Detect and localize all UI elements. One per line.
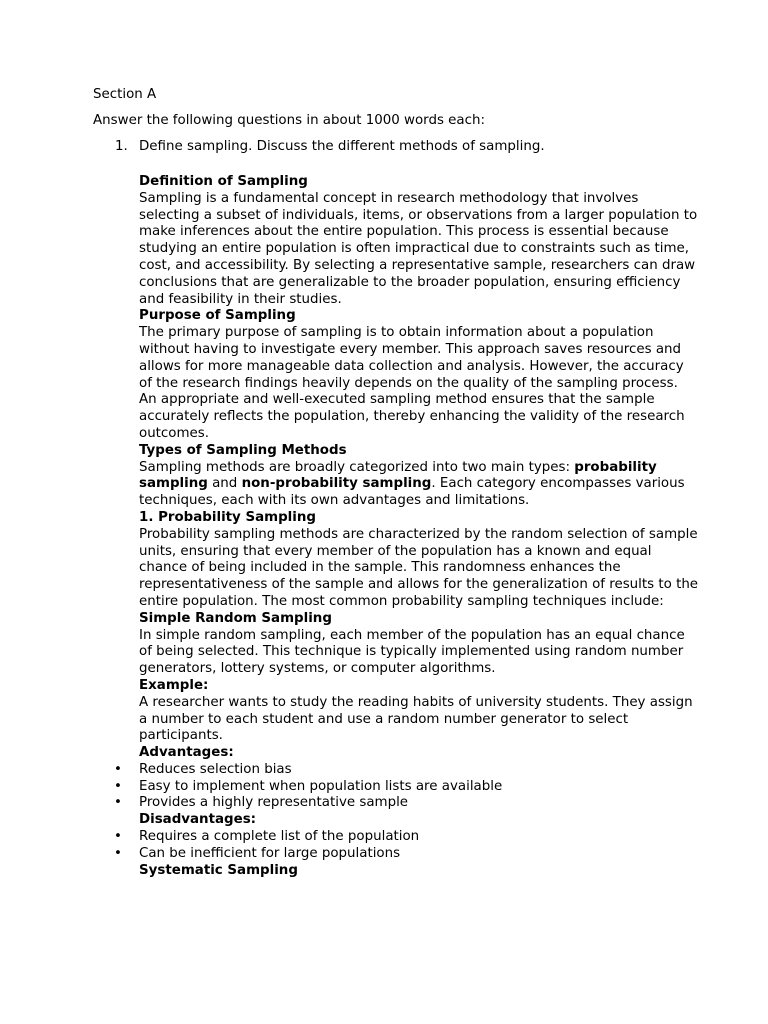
example-paragraph: A researcher wants to study the reading habits of university students. They assign a number to each student and use a random number generator to select participants. [139,694,693,744]
types-text-mid: and [207,476,242,492]
bullet-icon: • [114,845,122,861]
answer-body [114,174,699,879]
advantages-heading: Advantages: [139,745,234,761]
disadvantages-list [114,829,699,863]
definition-paragraph: Sampling is a fundamental concept in research methodology that involves selecting a subset of individuals, items, or observations from a larger population to make inferences about the entire population. This process is essential because studying an entire population is often impractical due to constraints such as time, cost, and accessibility. By selecting a representative sample, researchers can draw conclusions that are generalizable to the broader population, ensuring efficiency and feasibility in their studies. [139,190,698,307]
question-text: Define sampling. Discuss the different methods of sampling. [139,139,545,154]
types-bold-nonprobability: non-probability sampling [241,476,432,492]
list-item [114,829,699,846]
purpose-heading: Purpose of Sampling [139,308,296,324]
types-heading: Types of Sampling Methods [139,442,347,458]
simple-random-heading: Simple Random Sampling [139,610,332,626]
types-paragraph [139,460,699,510]
probability-heading: 1. Probability Sampling [139,509,316,525]
advantages-list [114,761,699,812]
section-title: Section A [93,87,157,102]
instruction-text: Answer the following questions in about 1000 words each: [93,113,485,128]
disadvantages-heading: Disadvantages: [139,812,257,828]
types-bold-probability: probability sampling [139,459,657,492]
bullet-icon: • [114,778,122,794]
definition-heading: Definition of Sampling [139,174,308,189]
types-text-before: Sampling methods are broadly categorized into two main types: [139,459,575,475]
systematic-heading: Systematic Sampling [139,862,298,878]
probability-paragraph: Probability sampling methods are characterized by the random selection of sample units, ensuring that every member of the population has a known and equal chance of being included in the sample. This randomness enhances the representativeness of the sample and allows for the generalization of results to the entire population. The most common probability sampling techniques include: [139,526,699,609]
list-item-text: Requires a complete list of the population [139,829,420,845]
list-item-text: Reduces selection bias [139,761,292,777]
question-number: 1. [115,139,128,154]
simple-random-paragraph: In simple random sampling, each member of the population has an equal chance of being selected. This technique is typically implemented using random number generators, lottery systems, or computer algorithms. [139,627,685,677]
purpose-paragraph: The primary purpose of sampling is to obtain information about a population without having to investigate every member. This approach saves resources and allows for more manageable data collection and analysis. However, the accuracy of the research findings heavily depends on the quality of the sampling process. An appropriate and well-executed sampling method ensures that the sample accurately reflects the population, thereby enhancing the validity of the research outcomes. [139,325,685,441]
bullet-icon: • [114,761,122,777]
list-item [114,795,699,812]
list-item-text: Easy to implement when population lists are available [139,778,503,794]
list-item [114,761,699,779]
bullet-icon: • [114,795,122,811]
list-item [114,778,699,796]
list-item-text: Provides a highly representative sample [139,795,409,811]
list-item-text: Can be inefficient for large populations [139,845,401,861]
bullet-icon: • [114,829,122,845]
example-heading: Example: [139,677,209,693]
types-text-after: . Each category encompasses various techniques, each with its own advantages and limitations. [139,476,685,509]
list-item [114,845,699,863]
